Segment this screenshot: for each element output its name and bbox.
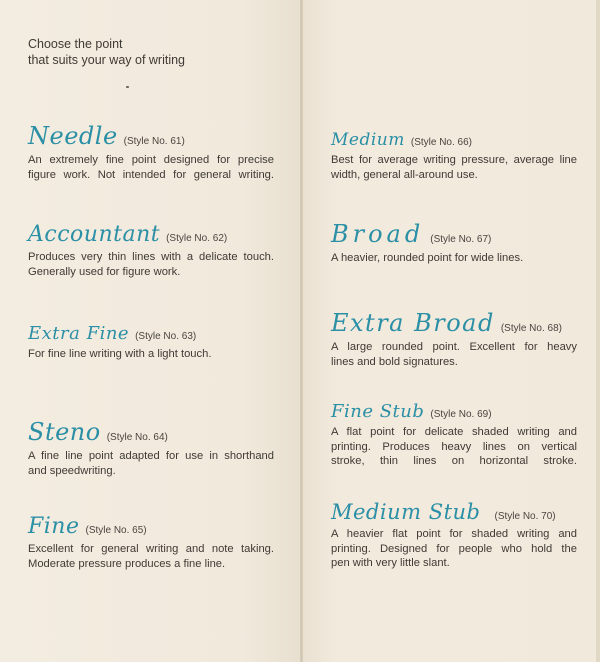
point-name: Accountant	[28, 222, 161, 247]
point-needle	[28, 122, 274, 182]
desc-line: A heavier, rounded point for wide lines.	[331, 252, 524, 264]
desc-line: A flat point for delicate shaded writing and	[331, 426, 577, 438]
point-description	[28, 250, 274, 279]
desc-line: stroke, thin lines on horizontal stroke.	[331, 455, 577, 467]
point-description	[28, 153, 274, 182]
desc-line: Generally used for figure work.	[28, 265, 181, 278]
point-name: Extra Broad	[331, 309, 495, 337]
desc-line: Moderate pressure produces a fine line.	[28, 557, 226, 570]
point-medium-stub	[331, 500, 577, 571]
style-number: (Style No. 62)	[166, 233, 228, 244]
point-name: Needle	[28, 122, 118, 150]
style-number: (Style No. 64)	[106, 432, 168, 443]
point-name: Fine	[28, 514, 80, 539]
intro-line-2: that suits your way of writing	[28, 53, 186, 67]
point-accountant	[28, 222, 274, 279]
style-number: (Style No. 67)	[430, 234, 492, 245]
desc-line: Excellent for general writing and note taking.	[28, 543, 274, 555]
point-description	[331, 153, 577, 182]
point-description	[331, 425, 577, 469]
point-name: Medium	[331, 130, 405, 150]
desc-line: figure work. Not intended for general writing.	[28, 168, 274, 181]
point-fine-stub	[331, 401, 577, 469]
desc-line: and speedwriting.	[28, 464, 116, 477]
style-number: (Style No. 68)	[500, 323, 562, 334]
desc-line: Best for average writing pressure, average line	[331, 154, 577, 166]
page-fold	[300, 0, 303, 662]
point-broad	[331, 220, 523, 266]
intro-line-1: Choose the point	[28, 37, 123, 51]
desc-line: A fine line point adapted for use in shorthand	[28, 450, 274, 462]
point-extra-fine	[28, 323, 211, 362]
intro-heading	[28, 36, 185, 68]
desc-line: printing. Designed for people who hold the	[331, 542, 577, 555]
ink-speck	[126, 86, 129, 88]
point-description	[331, 251, 523, 266]
desc-line: pen with very little slant.	[331, 557, 450, 569]
desc-line: An extremely fine point designed for precise	[28, 154, 274, 166]
desc-line: width, general all-around use.	[331, 168, 478, 181]
style-number: (Style No. 65)	[85, 525, 147, 536]
desc-line: A heavier flat point for shaded writing and	[331, 528, 577, 540]
point-description	[28, 347, 211, 362]
point-description	[331, 527, 577, 571]
style-number: (Style No. 61)	[123, 136, 185, 147]
desc-line: printing. Produces heavy lines on vertical	[331, 440, 577, 453]
point-name: Medium Stub	[331, 500, 481, 524]
page-edge	[596, 0, 600, 662]
point-extra-broad	[331, 309, 577, 369]
point-name: Broad	[331, 220, 425, 248]
point-medium	[331, 130, 577, 182]
point-description	[28, 542, 274, 571]
style-number: (Style No. 63)	[135, 331, 197, 342]
point-description	[331, 340, 577, 369]
point-name: Extra Fine	[28, 323, 130, 344]
desc-line: lines and bold signatures.	[331, 355, 458, 368]
style-number: (Style No. 66)	[410, 137, 472, 148]
desc-line: For fine line writing with a light touch.	[28, 348, 212, 360]
desc-line: A large rounded point. Excellent for heavy	[331, 341, 577, 353]
point-fine	[28, 514, 274, 571]
point-steno	[28, 418, 274, 478]
point-name: Fine Stub	[331, 401, 425, 422]
style-number: (Style No. 69)	[430, 409, 492, 420]
desc-line: Produces very thin lines with a delicate touch.	[28, 251, 274, 263]
point-name: Steno	[28, 418, 101, 446]
point-description	[28, 449, 274, 478]
style-number: (Style No. 70)	[494, 511, 556, 522]
